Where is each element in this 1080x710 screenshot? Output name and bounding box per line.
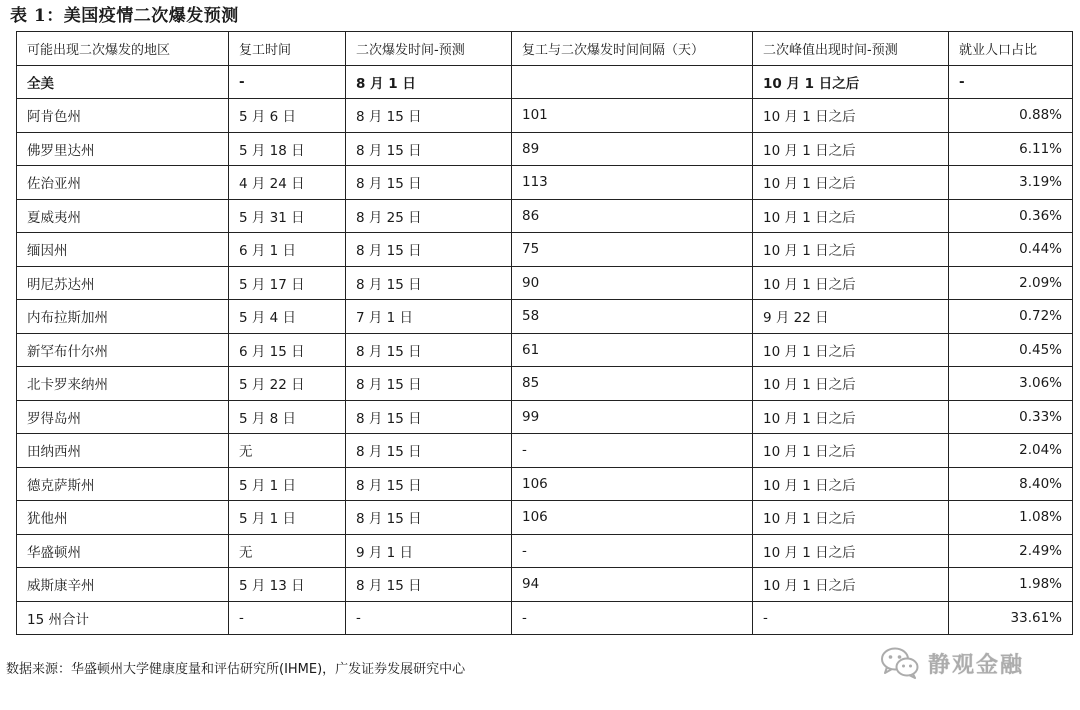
cell-region: 全美 (17, 65, 229, 99)
cell-interval-days: - (512, 601, 753, 635)
table-title: 表 1：美国疫情二次爆发预测 (10, 6, 239, 26)
cell-region: 内布拉斯加州 (17, 300, 229, 334)
cell-reopen-date: 5 月 17 日 (229, 266, 346, 300)
cell-interval-days: 85 (512, 367, 753, 401)
watermark (880, 646, 1024, 680)
cell-employment-share: 2.09% (949, 266, 1073, 300)
cell-reopen-date: 6 月 15 日 (229, 333, 346, 367)
table-row (17, 166, 1073, 200)
cell-interval-days: 89 (512, 132, 753, 166)
cell-employment-share: 1.98% (949, 568, 1073, 602)
cell-employment-share: 2.04% (949, 434, 1073, 468)
cell-employment-share: 3.19% (949, 166, 1073, 200)
cell-region: 新罕布什尔州 (17, 333, 229, 367)
cell-employment-share: 0.44% (949, 233, 1073, 267)
cell-second-outbreak-forecast: 8 月 15 日 (346, 501, 512, 535)
cell-second-outbreak-forecast: 8 月 15 日 (346, 467, 512, 501)
cell-second-peak-forecast: 10 月 1 日之后 (753, 501, 949, 535)
cell-region: 15 州合计 (17, 601, 229, 635)
cell-second-peak-forecast: 10 月 1 日之后 (753, 99, 949, 133)
cell-second-outbreak-forecast: 8 月 15 日 (346, 132, 512, 166)
cell-region: 犹他州 (17, 501, 229, 535)
table-row (17, 333, 1073, 367)
cell-second-outbreak-forecast: 9 月 1 日 (346, 534, 512, 568)
cell-reopen-date: 5 月 13 日 (229, 568, 346, 602)
table-row (17, 467, 1073, 501)
cell-second-outbreak-forecast: 8 月 15 日 (346, 99, 512, 133)
table-row (17, 266, 1073, 300)
cell-region: 缅因州 (17, 233, 229, 267)
cell-interval-days: 61 (512, 333, 753, 367)
cell-reopen-date: 5 月 1 日 (229, 501, 346, 535)
cell-region: 夏威夷州 (17, 199, 229, 233)
cell-employment-share: 0.33% (949, 400, 1073, 434)
cell-second-outbreak-forecast: 8 月 1 日 (346, 65, 512, 99)
cell-interval-days: 101 (512, 99, 753, 133)
cell-reopen-date: 5 月 1 日 (229, 467, 346, 501)
cell-employment-share: - (949, 65, 1073, 99)
cell-interval-days: 99 (512, 400, 753, 434)
cell-second-outbreak-forecast: 8 月 15 日 (346, 166, 512, 200)
cell-second-peak-forecast: 9 月 22 日 (753, 300, 949, 334)
cell-second-outbreak-forecast: 8 月 15 日 (346, 333, 512, 367)
cell-region: 佐治亚州 (17, 166, 229, 200)
cell-second-peak-forecast: 10 月 1 日之后 (753, 166, 949, 200)
cell-region: 威斯康辛州 (17, 568, 229, 602)
cell-reopen-date: 5 月 31 日 (229, 199, 346, 233)
cell-region: 德克萨斯州 (17, 467, 229, 501)
cell-employment-share: 1.08% (949, 501, 1073, 535)
cell-interval-days: 58 (512, 300, 753, 334)
table-row (17, 501, 1073, 535)
column-header-second-peak-forecast: 二次峰值出现时间-预测 (753, 32, 949, 66)
forecast-table (16, 31, 1073, 635)
cell-region: 佛罗里达州 (17, 132, 229, 166)
cell-second-outbreak-forecast: 8 月 15 日 (346, 233, 512, 267)
cell-reopen-date: 无 (229, 434, 346, 468)
cell-employment-share: 8.40% (949, 467, 1073, 501)
cell-reopen-date: 6 月 1 日 (229, 233, 346, 267)
cell-employment-share: 3.06% (949, 367, 1073, 401)
cell-second-peak-forecast: 10 月 1 日之后 (753, 199, 949, 233)
table-header-row (17, 32, 1073, 66)
table-row (17, 300, 1073, 334)
table-row (17, 199, 1073, 233)
cell-employment-share: 0.36% (949, 199, 1073, 233)
cell-interval-days: - (512, 534, 753, 568)
cell-region: 罗得岛州 (17, 400, 229, 434)
cell-employment-share: 33.61% (949, 601, 1073, 635)
data-source-note: 数据来源：华盛顿州大学健康度量和评估研究所(IHME)，广发证券发展研究中心 (6, 662, 466, 677)
cell-second-peak-forecast: 10 月 1 日之后 (753, 266, 949, 300)
cell-second-peak-forecast: 10 月 1 日之后 (753, 467, 949, 501)
cell-second-peak-forecast: 10 月 1 日之后 (753, 568, 949, 602)
table-row (17, 367, 1073, 401)
cell-second-peak-forecast: 10 月 1 日之后 (753, 65, 949, 99)
cell-reopen-date: 无 (229, 534, 346, 568)
watermark-text: 静观金融 (928, 652, 1025, 678)
cell-region: 明尼苏达州 (17, 266, 229, 300)
cell-second-outbreak-forecast: 8 月 15 日 (346, 400, 512, 434)
cell-reopen-date: 4 月 24 日 (229, 166, 346, 200)
table-row (17, 65, 1073, 99)
cell-reopen-date: 5 月 22 日 (229, 367, 346, 401)
cell-reopen-date: 5 月 6 日 (229, 99, 346, 133)
cell-employment-share: 2.49% (949, 534, 1073, 568)
cell-region: 田纳西州 (17, 434, 229, 468)
cell-second-outbreak-forecast: - (346, 601, 512, 635)
cell-reopen-date: - (229, 601, 346, 635)
cell-second-outbreak-forecast: 8 月 15 日 (346, 266, 512, 300)
cell-interval-days: 106 (512, 467, 753, 501)
cell-interval-days (512, 65, 753, 99)
column-header-region: 可能出现二次爆发的地区 (17, 32, 229, 66)
cell-interval-days: 113 (512, 166, 753, 200)
cell-reopen-date: 5 月 18 日 (229, 132, 346, 166)
cell-employment-share: 6.11% (949, 132, 1073, 166)
cell-second-peak-forecast: 10 月 1 日之后 (753, 333, 949, 367)
cell-second-outbreak-forecast: 8 月 15 日 (346, 434, 512, 468)
table-row (17, 601, 1073, 635)
cell-interval-days: 106 (512, 501, 753, 535)
column-header-interval-days: 复工与二次爆发时间间隔（天） (512, 32, 753, 66)
cell-interval-days: 75 (512, 233, 753, 267)
cell-second-peak-forecast: 10 月 1 日之后 (753, 400, 949, 434)
wechat-icon (880, 646, 920, 680)
cell-employment-share: 0.88% (949, 99, 1073, 133)
cell-region: 华盛顿州 (17, 534, 229, 568)
cell-employment-share: 0.72% (949, 300, 1073, 334)
cell-second-peak-forecast: 10 月 1 日之后 (753, 534, 949, 568)
column-header-second-outbreak-forecast: 二次爆发时间-预测 (346, 32, 512, 66)
cell-second-peak-forecast: - (753, 601, 949, 635)
table-body (17, 65, 1073, 635)
cell-second-peak-forecast: 10 月 1 日之后 (753, 132, 949, 166)
column-header-reopen-date: 复工时间 (229, 32, 346, 66)
column-header-employment-share: 就业人口占比 (949, 32, 1073, 66)
cell-interval-days: 94 (512, 568, 753, 602)
table-row (17, 233, 1073, 267)
cell-reopen-date: 5 月 8 日 (229, 400, 346, 434)
table-row (17, 400, 1073, 434)
cell-second-outbreak-forecast: 8 月 15 日 (346, 367, 512, 401)
cell-region: 北卡罗来纳州 (17, 367, 229, 401)
cell-reopen-date: - (229, 65, 346, 99)
table-row (17, 568, 1073, 602)
cell-reopen-date: 5 月 4 日 (229, 300, 346, 334)
cell-second-outbreak-forecast: 8 月 15 日 (346, 568, 512, 602)
table-row (17, 99, 1073, 133)
cell-second-peak-forecast: 10 月 1 日之后 (753, 434, 949, 468)
cell-interval-days: - (512, 434, 753, 468)
table-row (17, 434, 1073, 468)
table-row (17, 534, 1073, 568)
cell-second-peak-forecast: 10 月 1 日之后 (753, 233, 949, 267)
cell-employment-share: 0.45% (949, 333, 1073, 367)
cell-interval-days: 86 (512, 199, 753, 233)
cell-second-outbreak-forecast: 7 月 1 日 (346, 300, 512, 334)
table-row (17, 132, 1073, 166)
cell-second-peak-forecast: 10 月 1 日之后 (753, 367, 949, 401)
cell-interval-days: 90 (512, 266, 753, 300)
cell-second-outbreak-forecast: 8 月 25 日 (346, 199, 512, 233)
cell-region: 阿肯色州 (17, 99, 229, 133)
